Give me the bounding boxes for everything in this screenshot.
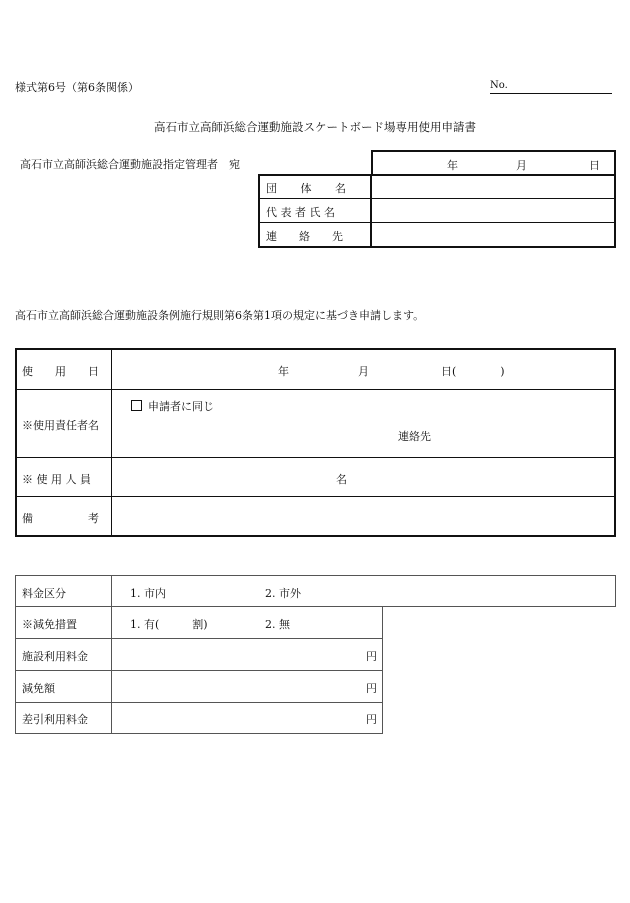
same-as-applicant-option[interactable] bbox=[131, 398, 214, 414]
fee-divider-h3 bbox=[15, 702, 383, 703]
number-of-users-unit[interactable]: 名 bbox=[336, 473, 347, 486]
applicant-date-year[interactable]: 年 bbox=[447, 159, 458, 172]
representative-name-field[interactable] bbox=[380, 204, 610, 218]
fee-category-option-outside[interactable]: 2. 市外 bbox=[265, 587, 301, 600]
same-as-applicant-label: 申請者に同じ bbox=[148, 400, 214, 413]
usage-divider-h1 bbox=[15, 389, 616, 390]
reduction-option-yes[interactable]: 1. 有( 割) bbox=[130, 618, 208, 631]
facility-fee-unit[interactable]: 円 bbox=[366, 650, 377, 663]
fee-divider-h2 bbox=[15, 670, 383, 671]
usage-divider-v bbox=[111, 348, 112, 537]
reduction-label: ※減免措置 bbox=[22, 618, 77, 631]
applicant-divider-v bbox=[370, 174, 372, 248]
document-title: 高石市立高師浜総合運動施設スケートボード場専用使用申請書 bbox=[154, 120, 476, 134]
responsible-contact-label: 連絡先 bbox=[398, 430, 431, 443]
usage-date-label: 使 用 日 bbox=[22, 365, 99, 378]
applicant-date-month[interactable]: 月 bbox=[516, 159, 527, 172]
reduction-option-no[interactable]: 2. 無 bbox=[265, 618, 290, 631]
contact-label: 連 絡 先 bbox=[266, 230, 343, 243]
form-number: 様式第6号（第6条関係） bbox=[15, 81, 139, 94]
usage-divider-h2 bbox=[15, 457, 616, 458]
fee-category-label: 料金区分 bbox=[22, 587, 66, 600]
fee-category-option-city[interactable]: 1. 市内 bbox=[130, 587, 166, 600]
net-fee-label: 差引利用料金 bbox=[22, 713, 88, 726]
applicant-date-day[interactable]: 日 bbox=[589, 159, 600, 172]
group-name-label: 団 体 名 bbox=[266, 182, 347, 195]
usage-date-day[interactable]: 日( ) bbox=[441, 365, 505, 378]
fee-divider-h1 bbox=[15, 638, 383, 639]
same-as-applicant-checkbox[interactable] bbox=[131, 400, 142, 411]
contact-field[interactable] bbox=[380, 228, 610, 242]
net-fee-unit[interactable]: 円 bbox=[366, 713, 377, 726]
reduction-amount-label: 減免額 bbox=[22, 682, 55, 695]
applicant-divider-h2 bbox=[258, 222, 616, 223]
remarks-label: 備 考 bbox=[22, 512, 99, 525]
fee-divider-v bbox=[111, 575, 112, 734]
applicant-divider-h1 bbox=[258, 198, 616, 199]
facility-fee-label: 施設利用料金 bbox=[22, 650, 88, 663]
usage-date-year[interactable]: 年 bbox=[278, 365, 289, 378]
document-number-field[interactable]: No. bbox=[490, 80, 612, 94]
applicant-date-box bbox=[371, 150, 616, 176]
addressee: 高石市立高師浜総合運動施設指定管理者 宛 bbox=[20, 158, 240, 171]
remarks-field[interactable] bbox=[120, 505, 610, 529]
number-of-users-label: ※ 使 用 人 員 bbox=[22, 473, 91, 486]
representative-name-label: 代 表 者 氏 名 bbox=[266, 206, 335, 219]
application-statement: 高石市立高師浜総合運動施設条例施行規則第6条第1項の規定に基づき申請します。 bbox=[15, 309, 425, 322]
reduction-amount-unit[interactable]: 円 bbox=[366, 682, 377, 695]
group-name-field[interactable] bbox=[380, 180, 610, 194]
responsible-person-label: ※使用責任者名 bbox=[22, 419, 99, 432]
fee-category-row bbox=[15, 575, 616, 607]
usage-divider-h3 bbox=[15, 496, 616, 497]
usage-date-month[interactable]: 月 bbox=[358, 365, 369, 378]
